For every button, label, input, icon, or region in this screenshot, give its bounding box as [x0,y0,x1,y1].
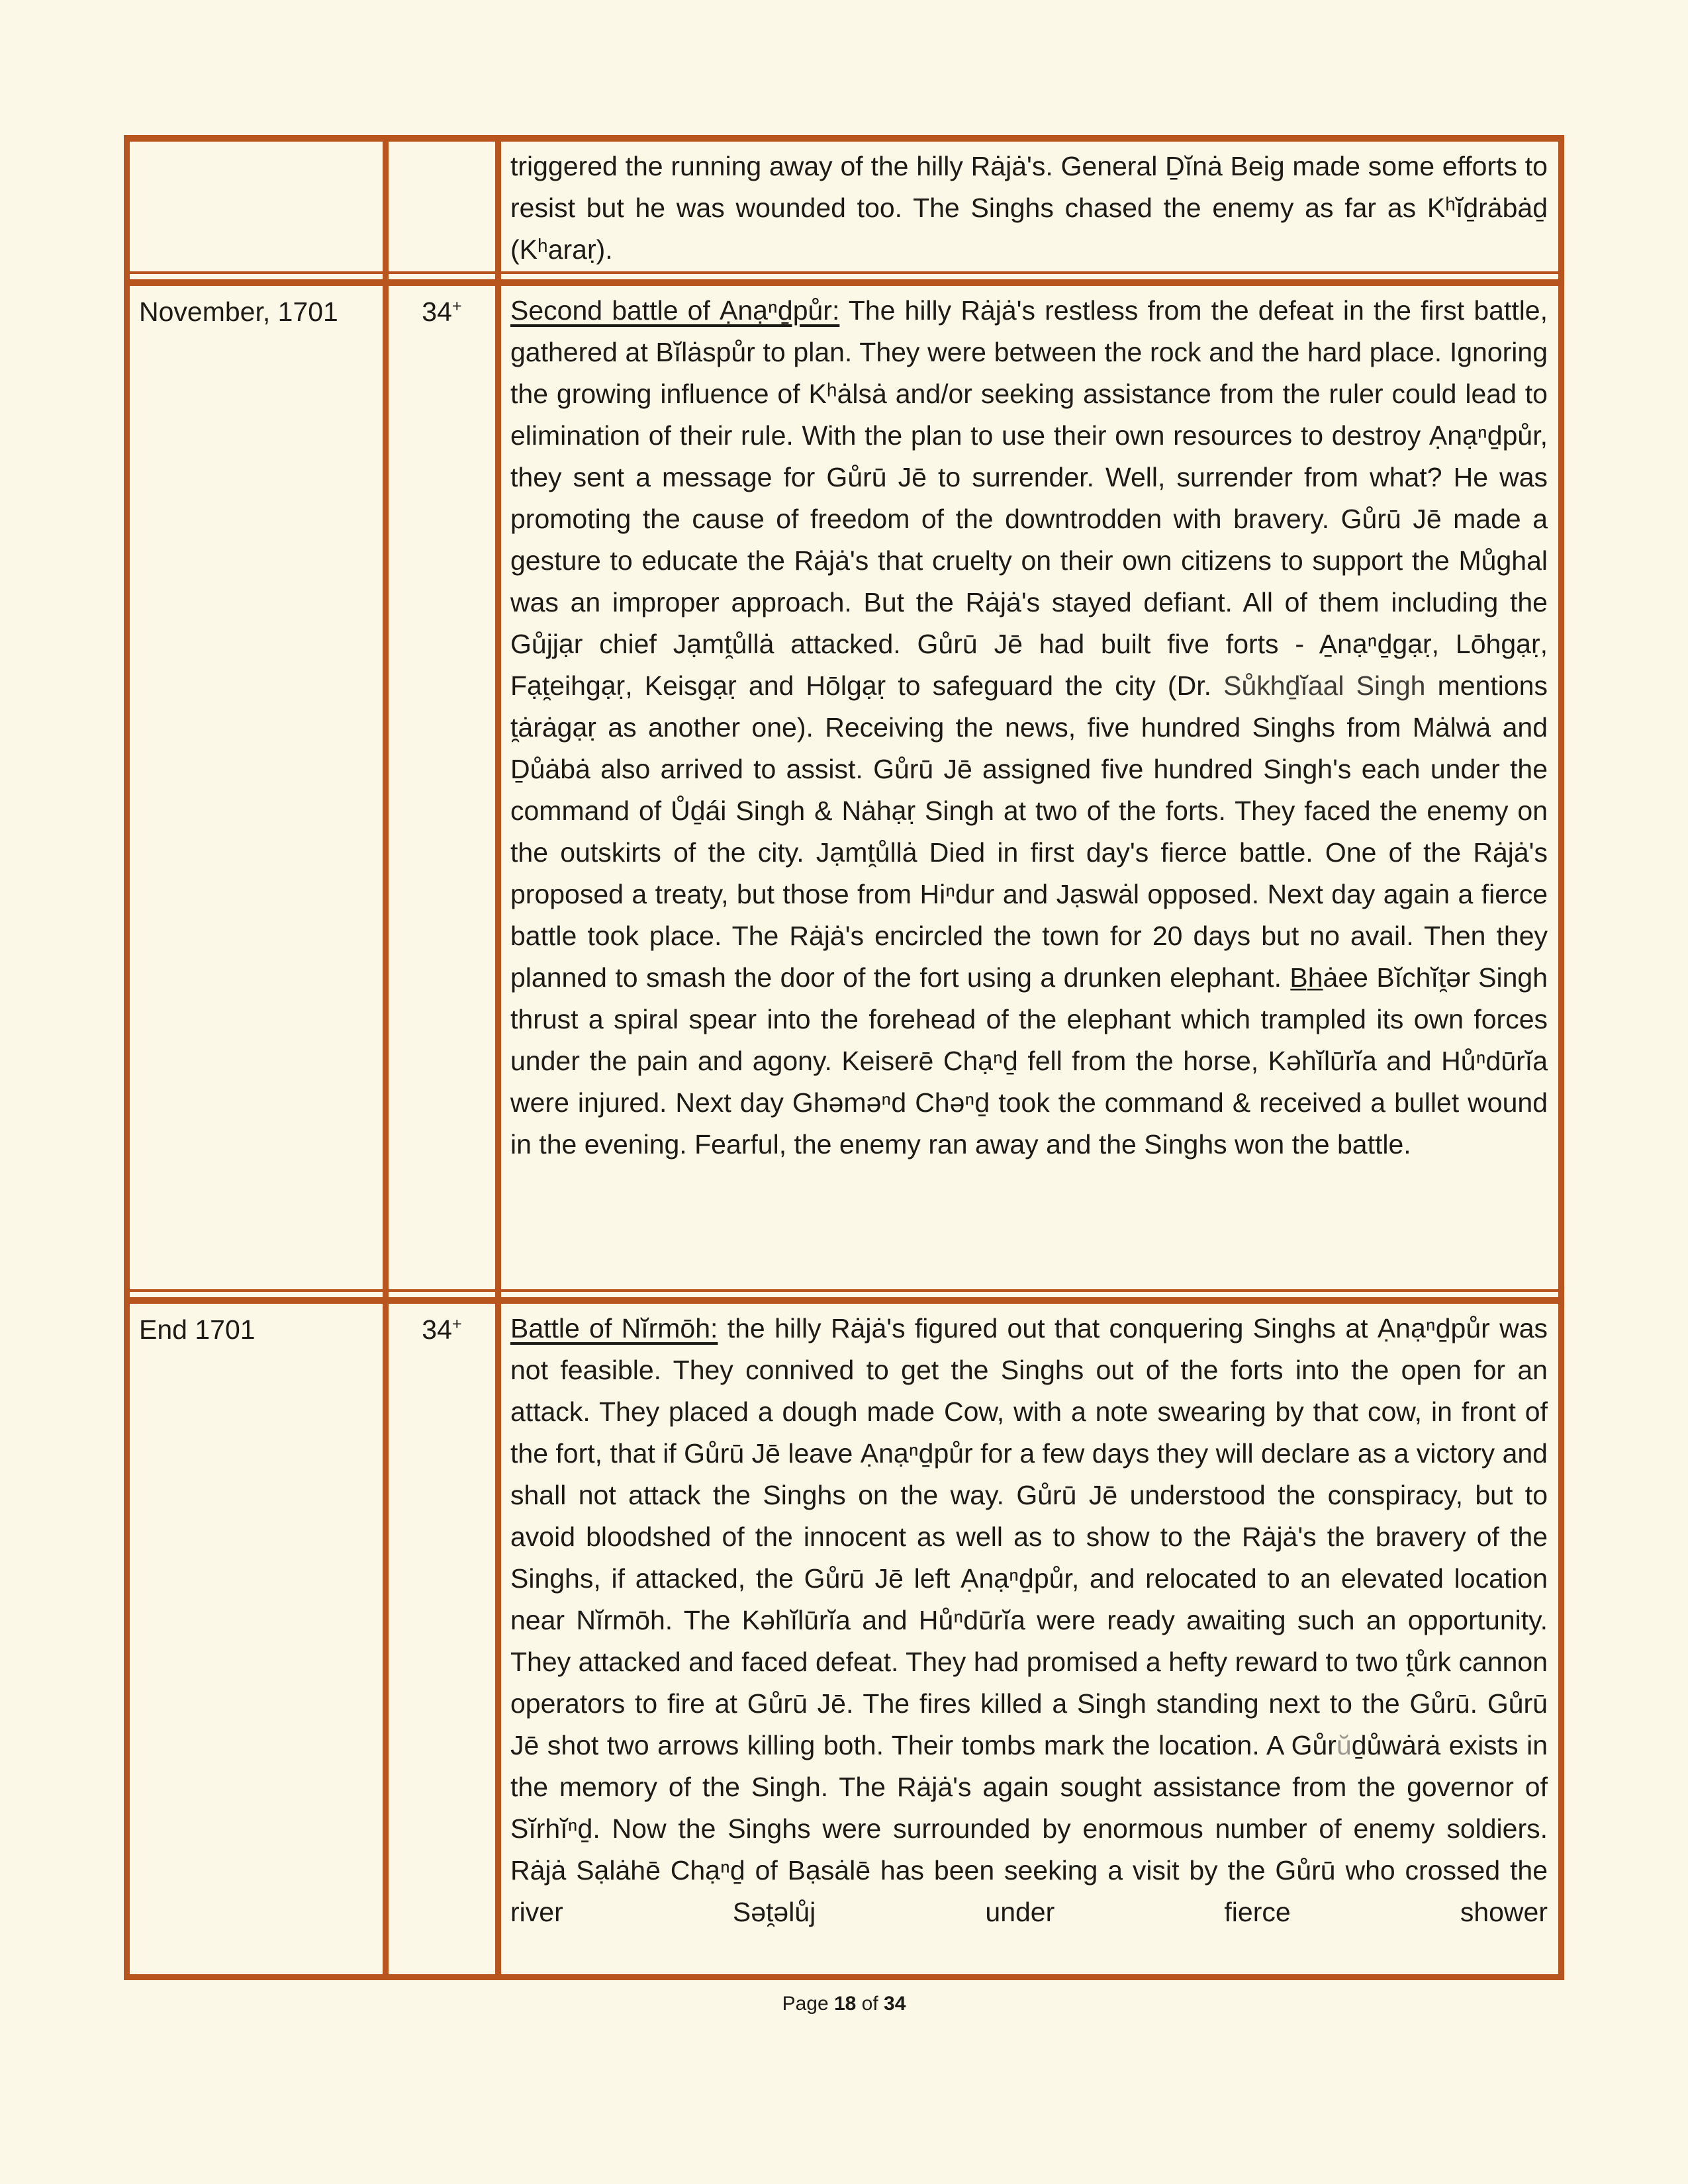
table-top-border [130,135,1558,142]
table-row-continuation [130,142,1558,271]
date-cell [130,142,389,271]
date-cell: End 1701 [139,1314,256,1345]
body-cell: Second battle of Ạnạⁿḏpůr: The hilly Rȧjȧ's restless from the defeat in the first battle, gathered at Bĭlȧspůr to plan. They were between the rock and the hard place. Ignoring the growing influence of Kʰȧlsȧ and/or seeking assistance from the ruler could lead to elimination of their rule. With the plan to use their own resources to destroy Ạnạⁿḏpůr, they sent a message for Gůrū Jē to surrender. Well, surrender from what? He was promoting the cause of freedom of the downtrodden with bravery. Gůrū Jē made a gesture to educate the Rȧjȧ's that cruelty on their own citizens to support the Můghal was an improper approach. But the Rȧjȧ's stayed defiant. All of them including the Gůjjạr chief Jạmt̯ůllȧ attacked. Gůrū Jē had built five forts - A̱nạⁿḏgạṛ, Lōhgạṛ, Fạt̯eihgạṛ, Keisgạṛ and Hōlgạṛ to safeguard the city (Dr. Sůkhḏĭaal Singh mentions t̯ȧrȧgạṛ as another one). Receiving the news, five hundred Singhs from Mȧlwȧ and Ḏůȧbȧ also arrived to assist. Gůrū Jē assigned five hundred Singh's each under the command of Ůḏái Singh & Nȧhạṛ Singh at two of the forts. They faced the enemy on the outskirts of the city. Jạmt̯ůllȧ Died in first day's fierce battle. One of the Rȧjȧ's proposed a treaty, but those from Hiⁿdur and Jạswȧl opposed. Next day again a fierce battle took place. The Rȧjȧ's encircled the town for 20 days but no avail. Then they planned to smash the door of the fort using a drunken elephant. B̲h̲ȧee Bĭchĭt̯ər Singh thrust a spiral spear into the forehead of the elephant which trampled its own forces under the pain and agony. Keiserē Chạⁿḏ fell from the horse, Kəhĭlūrĭa and Hůⁿdūrĭa were injured. Next day Ghəməⁿd Chəⁿḏ took the command & received a bullet wound in the evening. Fearful, the enemy ran away and the Singhs won the battle. [510,295,1548,1160]
history-table [124,135,1564,1980]
ref-cell [389,1304,495,1974]
row-separator [130,1289,1558,1304]
ref-number: 34 [422,1314,452,1345]
ref-superscript: + [451,1314,462,1334]
table-row-end-1701 [130,1304,1558,1974]
date-cell: November, 1701 [139,296,338,327]
column-divider-ref-body [495,142,501,1974]
footer-prefix: Page [782,1993,834,2015]
ref-cell [389,142,495,271]
body-cell: Battle of Nĭrmōh: the hilly Rȧjȧ's figured out that conquering Singhs at Ạnạⁿḏpůr was not feasible. They connived to get the Singhs out of the forts into the open for an attack. They placed a dough made Cow, with a note swearing by that cow, in front of the fort, that if Gůrū Jē leave Ạnạⁿḏpůr for a few days they will declare as a victory and shall not attack the Singhs on the way. Gůrū Jē understood the conspiracy, but to avoid bloodshed of the innocent as well as to show to the Rȧjȧ's the bravery of the Singhs, if attacked, the Gůrū Jē left Ạnạⁿḏpůr, and relocated to an elevated location near Nĭrmōh. The Kəhĭlūrĭa and Hůⁿdūrĭa were ready awaiting such an opportunity. They attacked and faced defeat. They had promised a hefty reward to two t̯ůrk cannon operators to fire at Gůrū Jē. The fires killed a Singh standing next to the Gůrū. Gůrū Jē shot two arrows killing both. Their tombs mark the location. A Gůrŭḏůwȧrȧ exists in the memory of the Singh. The Rȧjȧ's again sought assistance from the governor of Sĭrhĭⁿḏ. Now the Singhs were surrounded by enormous number of enemy soldiers. Rȧjȧ Sạlȧhē Chạⁿḏ of Bạsȧlē has been seeking a visit by the Gůrū who crossed the river Sət̯əlůj under fierce shower [510,1313,1548,1927]
footer-separator: of [856,1993,884,2015]
footer-current-page: 18 [833,1993,857,2015]
page-footer [0,1991,1688,2017]
column-divider-date-ref [383,142,389,1974]
row-separator [130,271,1558,286]
body-cell: triggered the running away of the hilly Rȧjȧ's. General Ḏĭnȧ Beig made some efforts to resist but he was wounded too. The Singhs chased the enemy as far as Kʰĭḏrȧbȧḏ (Kʰaraṛ). [510,151,1548,265]
ref-superscript: + [451,296,462,316]
ref-cell [389,286,495,1289]
footer-total-pages: 34 [884,1993,906,2015]
table-row-november-1701 [130,286,1558,1289]
ref-number: 34 [422,296,452,327]
